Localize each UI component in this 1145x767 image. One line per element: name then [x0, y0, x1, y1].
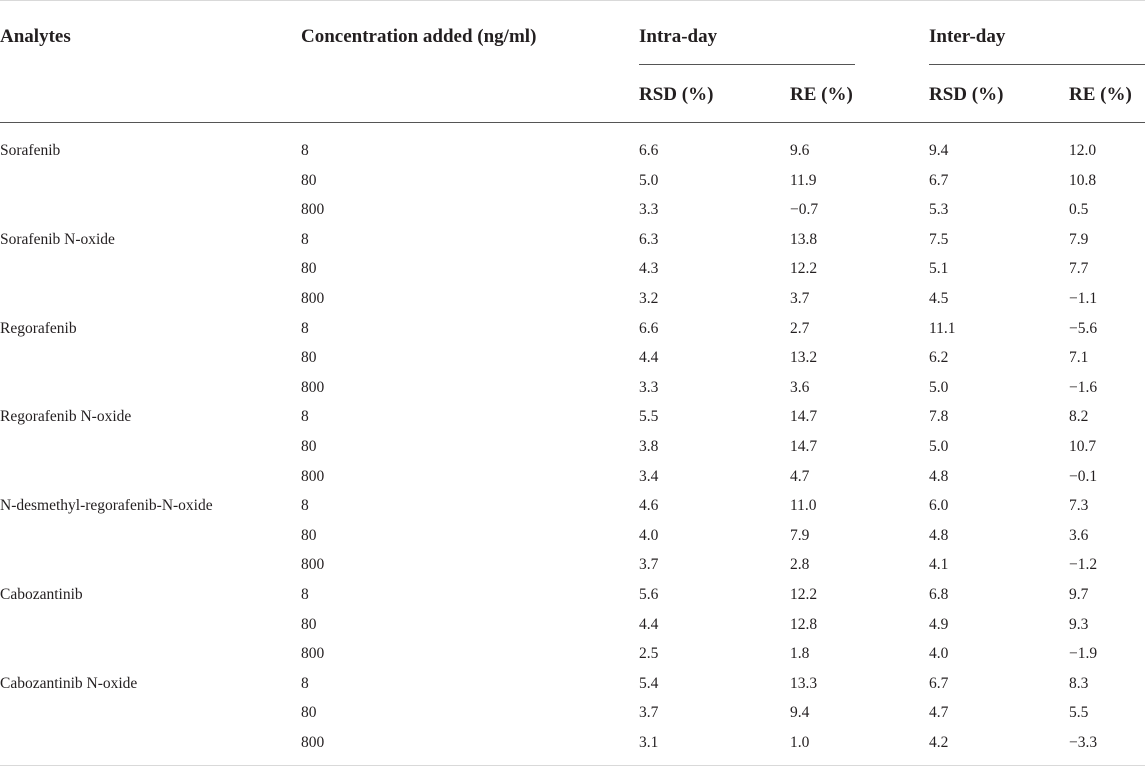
intra-re-cell: 14.7	[790, 408, 818, 426]
intra-day-underline	[639, 64, 855, 65]
inter-rsd-cell: 7.8	[929, 408, 949, 426]
inter-re-cell: −1.2	[1069, 556, 1098, 574]
intra-re-cell: 4.7	[790, 467, 810, 485]
header-intra-rsd: RSD (%)	[639, 84, 714, 105]
header-inter-day: Inter-day	[929, 26, 1006, 47]
inter-rsd-cell: 4.2	[929, 733, 949, 751]
inter-rsd-cell: 4.0	[929, 645, 949, 663]
intra-re-cell: 1.8	[790, 645, 810, 663]
inter-rsd-cell: 6.7	[929, 674, 949, 692]
inter-re-cell: 7.1	[1069, 349, 1089, 367]
inter-re-cell: −0.1	[1069, 467, 1098, 485]
concentration-cell: 800	[301, 645, 325, 663]
inter-rsd-cell: 4.8	[929, 467, 949, 485]
concentration-cell: 80	[301, 615, 317, 633]
inter-re-cell: −3.3	[1069, 733, 1098, 751]
header-inter-rsd: RSD (%)	[929, 84, 1004, 105]
intra-rsd-cell: 6.6	[639, 142, 659, 159]
concentration-cell: 8	[301, 497, 309, 515]
analyte-cell: Regorafenib	[0, 319, 77, 337]
table-row	[0, 314, 1145, 344]
inter-rsd-cell: 6.2	[929, 349, 949, 367]
intra-rsd-cell: 3.1	[639, 733, 659, 751]
table-row	[0, 491, 1145, 521]
table-row	[0, 580, 1145, 610]
table-row	[0, 136, 1145, 166]
intra-rsd-cell: 4.3	[639, 260, 659, 278]
intra-rsd-cell: 3.4	[639, 467, 659, 485]
header-inter-re: RE (%)	[1069, 84, 1132, 105]
table-row	[0, 521, 1145, 551]
inter-re-cell: 3.6	[1069, 526, 1089, 544]
inter-re-cell: 10.7	[1069, 437, 1097, 455]
table-row	[0, 550, 1145, 580]
table-row	[0, 402, 1145, 432]
concentration-cell: 8	[301, 319, 309, 337]
intra-re-cell: 12.2	[790, 260, 818, 278]
inter-re-cell: −1.9	[1069, 645, 1098, 663]
inter-re-cell: 9.7	[1069, 585, 1089, 603]
inter-re-cell: 0.5	[1069, 201, 1089, 219]
header-concentration: Concentration added (ng/ml)	[301, 26, 537, 47]
inter-rsd-cell: 4.5	[929, 289, 949, 307]
table-row	[0, 254, 1145, 284]
intra-re-cell: 11.9	[790, 171, 817, 189]
intra-rsd-cell: 3.3	[639, 201, 659, 219]
inter-re-cell: −1.6	[1069, 378, 1098, 396]
intra-re-cell: 2.8	[790, 556, 810, 574]
concentration-cell: 8	[301, 408, 309, 426]
concentration-cell: 80	[301, 526, 317, 544]
table-row	[0, 462, 1145, 492]
concentration-cell: 800	[301, 467, 325, 485]
inter-rsd-cell: 6.8	[929, 585, 949, 603]
inter-rsd-cell: 9.4	[929, 142, 949, 159]
concentration-cell: 80	[301, 704, 317, 722]
inter-re-cell: 10.8	[1069, 171, 1097, 189]
intra-rsd-cell: 3.7	[639, 556, 659, 574]
table-row	[0, 669, 1145, 699]
intra-rsd-cell: 2.5	[639, 645, 659, 663]
inter-re-cell: −1.1	[1069, 289, 1098, 307]
table-row	[0, 698, 1145, 728]
intra-rsd-cell: 6.3	[639, 230, 659, 248]
bottom-border	[0, 765, 1145, 766]
concentration-cell: 8	[301, 142, 309, 159]
table-row	[0, 225, 1145, 255]
inter-re-cell: 7.3	[1069, 497, 1089, 515]
intra-rsd-cell: 5.0	[639, 171, 659, 189]
concentration-cell: 8	[301, 585, 309, 603]
inter-re-cell: 7.7	[1069, 260, 1089, 278]
intra-re-cell: 3.7	[790, 289, 810, 307]
concentration-cell: 800	[301, 378, 325, 396]
inter-rsd-cell: 4.9	[929, 615, 949, 633]
intra-re-cell: 1.0	[790, 733, 810, 751]
intra-re-cell: 11.0	[790, 497, 817, 515]
inter-rsd-cell: 4.8	[929, 526, 949, 544]
inter-day-underline	[929, 64, 1145, 65]
intra-re-cell: 13.3	[790, 674, 818, 692]
inter-rsd-cell: 5.3	[929, 201, 949, 219]
table-row	[0, 373, 1145, 403]
concentration-cell: 80	[301, 171, 317, 189]
top-border	[0, 0, 1145, 1]
analyte-cell: Regorafenib N-oxide	[0, 408, 132, 426]
table-row	[0, 728, 1145, 758]
inter-re-cell: 8.2	[1069, 408, 1089, 426]
inter-re-cell: 8.3	[1069, 674, 1089, 692]
concentration-cell: 80	[301, 260, 317, 278]
intra-rsd-cell: 6.6	[639, 319, 659, 337]
intra-re-cell: −0.7	[790, 201, 819, 219]
analyte-cell: Sorafenib	[0, 142, 61, 159]
inter-re-cell: 12.0	[1069, 142, 1097, 159]
intra-rsd-cell: 5.6	[639, 585, 659, 603]
analyte-cell: Cabozantinib N-oxide	[0, 674, 138, 692]
concentration-cell: 80	[301, 437, 317, 455]
intra-rsd-cell: 3.7	[639, 704, 659, 722]
concentration-cell: 8	[301, 230, 309, 248]
intra-rsd-cell: 4.6	[639, 497, 659, 515]
analyte-cell: N-desmethyl-regorafenib-N-oxide	[0, 497, 213, 515]
intra-re-cell: 13.2	[790, 349, 818, 367]
inter-rsd-cell: 6.0	[929, 497, 949, 515]
concentration-cell: 80	[301, 349, 317, 367]
intra-rsd-cell: 4.4	[639, 349, 659, 367]
concentration-cell: 800	[301, 289, 325, 307]
header-intra-re: RE (%)	[790, 84, 853, 105]
intra-rsd-cell: 4.0	[639, 526, 659, 544]
concentration-cell: 800	[301, 556, 325, 574]
inter-rsd-cell: 5.0	[929, 437, 949, 455]
table-row	[0, 343, 1145, 373]
analyte-cell: Cabozantinib	[0, 585, 83, 603]
table-row	[0, 195, 1145, 225]
concentration-cell: 800	[301, 733, 325, 751]
inter-rsd-cell: 11.1	[929, 319, 956, 337]
concentration-cell: 8	[301, 674, 309, 692]
inter-rsd-cell: 4.1	[929, 556, 949, 574]
inter-re-cell: 9.3	[1069, 615, 1089, 633]
inter-rsd-cell: 5.0	[929, 378, 949, 396]
table-row	[0, 610, 1145, 640]
intra-rsd-cell: 5.5	[639, 408, 659, 426]
intra-re-cell: 12.2	[790, 585, 818, 603]
table-row	[0, 639, 1145, 669]
intra-re-cell: 13.8	[790, 230, 818, 248]
intra-re-cell: 12.8	[790, 615, 818, 633]
intra-re-cell: 9.4	[790, 704, 810, 722]
header-analytes: Analytes	[0, 26, 71, 47]
intra-re-cell: 14.7	[790, 437, 818, 455]
intra-rsd-cell: 3.2	[639, 289, 659, 307]
table-row	[0, 432, 1145, 462]
inter-re-cell: 7.9	[1069, 230, 1089, 248]
intra-rsd-cell: 3.3	[639, 378, 659, 396]
table-row	[0, 166, 1145, 196]
analyte-cell: Sorafenib N-oxide	[0, 230, 115, 248]
intra-re-cell: 2.7	[790, 319, 810, 337]
inter-re-cell: −5.6	[1069, 319, 1098, 337]
intra-rsd-cell: 5.4	[639, 674, 659, 692]
table-body	[0, 136, 1145, 757]
header-intra-day: Intra-day	[639, 26, 718, 47]
intra-re-cell: 3.6	[790, 378, 810, 396]
intra-rsd-cell: 3.8	[639, 437, 659, 455]
table-row	[0, 284, 1145, 314]
inter-re-cell: 5.5	[1069, 704, 1089, 722]
intra-re-cell: 7.9	[790, 526, 810, 544]
concentration-cell: 800	[301, 201, 325, 219]
header-bottom-rule	[0, 122, 1145, 123]
inter-rsd-cell: 7.5	[929, 230, 949, 248]
intra-re-cell: 9.6	[790, 142, 810, 159]
inter-rsd-cell: 4.7	[929, 704, 949, 722]
intra-rsd-cell: 4.4	[639, 615, 659, 633]
inter-rsd-cell: 5.1	[929, 260, 949, 278]
inter-rsd-cell: 6.7	[929, 171, 949, 189]
